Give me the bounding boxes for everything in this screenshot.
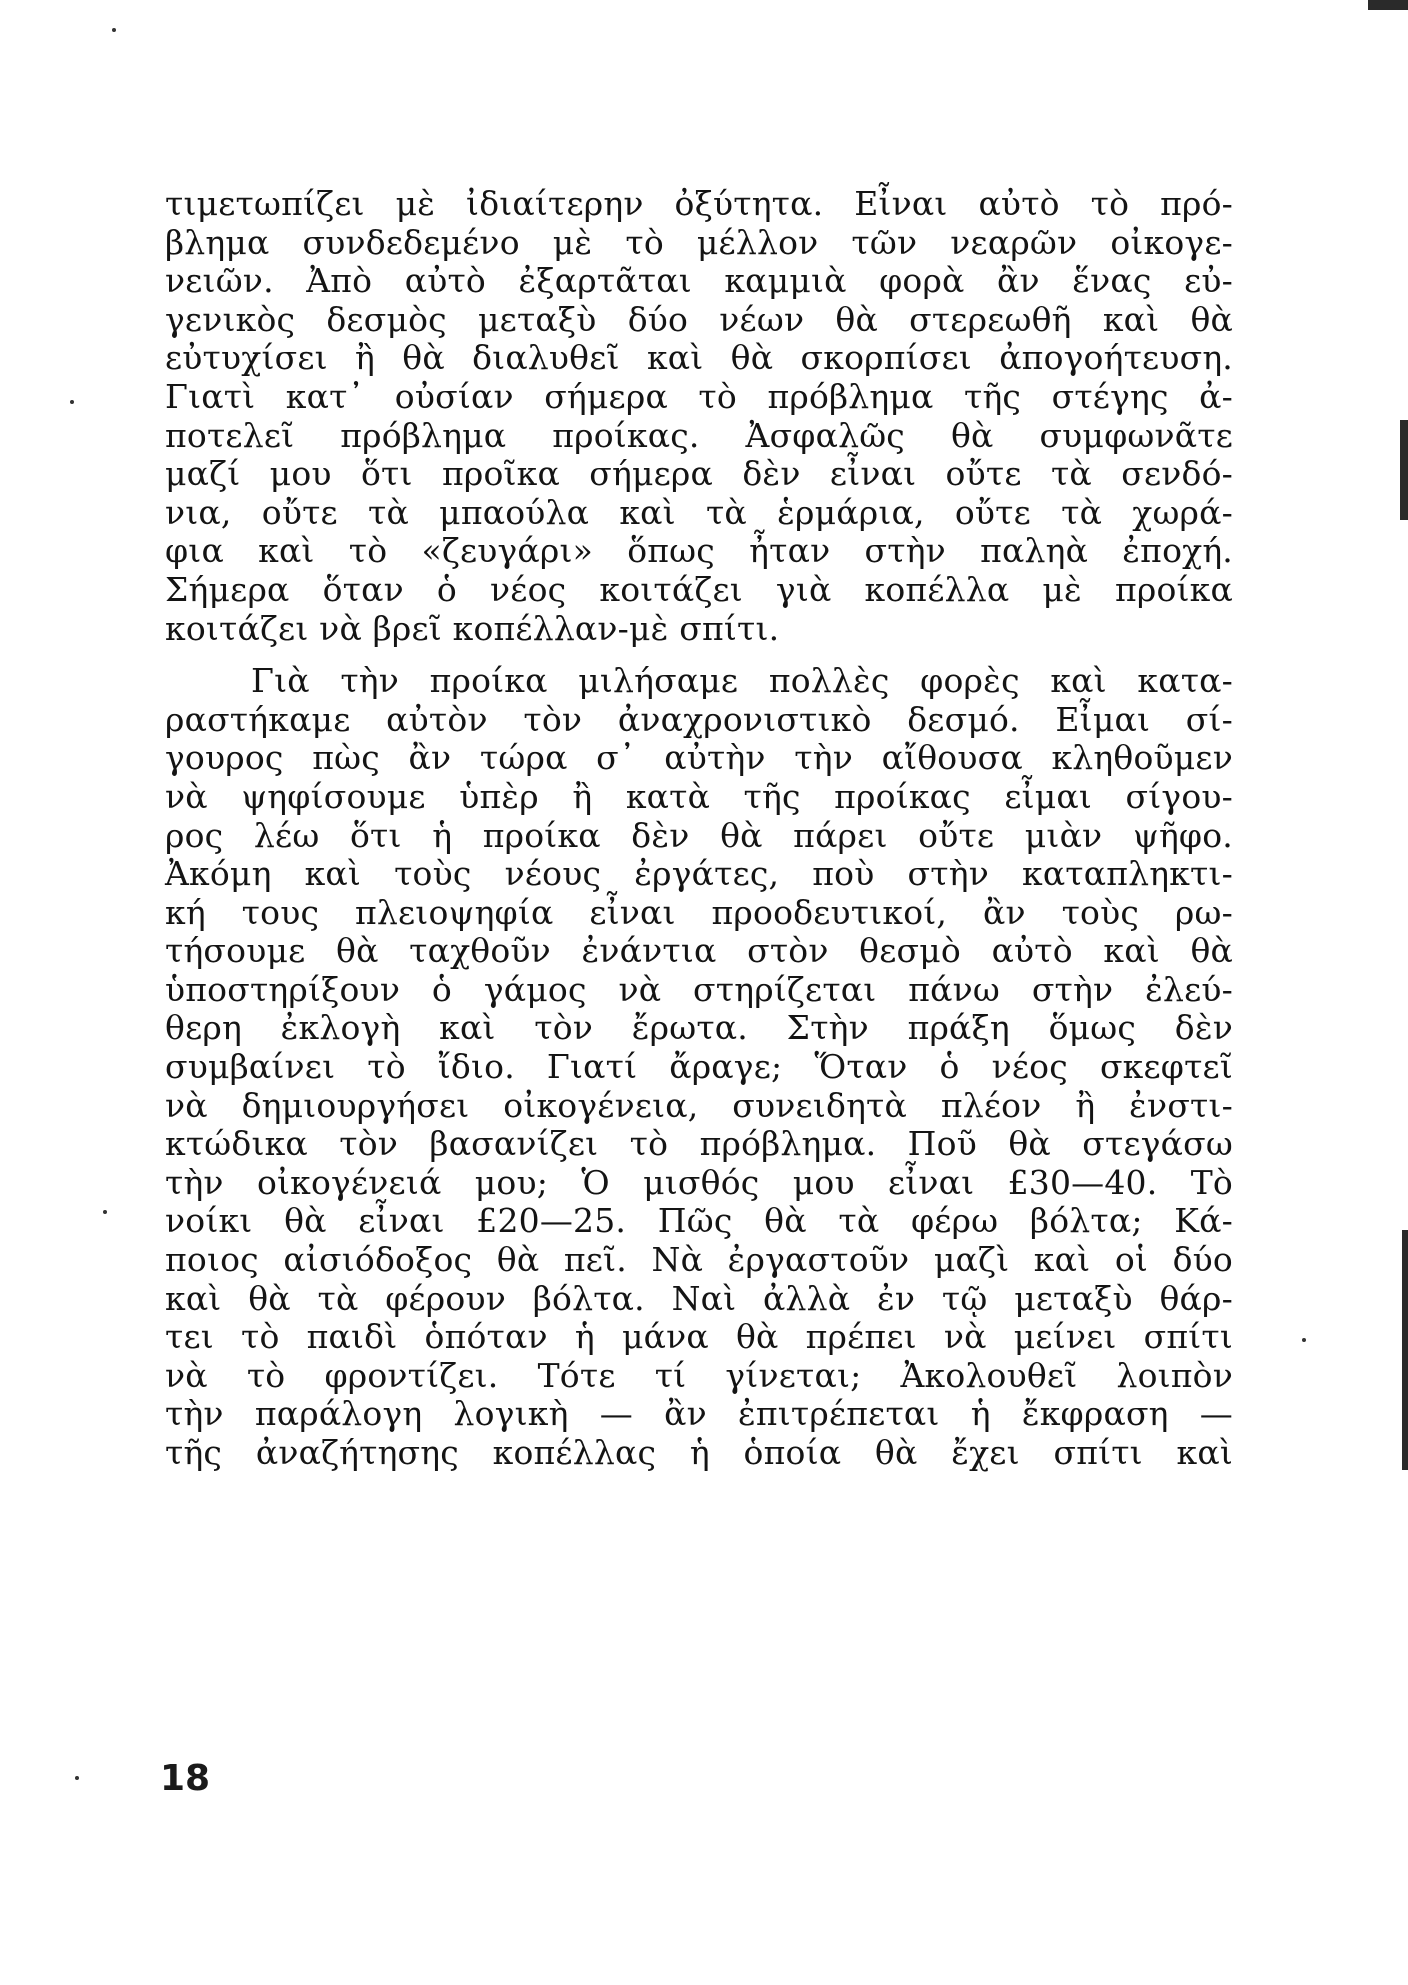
text-line: κτώδικα τὸν βασανίζει τὸ πρόβλημα. Ποῦ θὰ στεγάσω <box>165 1124 1233 1164</box>
scan-speck <box>75 1776 79 1780</box>
text-line: μαζί μου ὅτι προῖκα σήμερα δὲν εἶναι οὔτε τὰ σενδό- <box>165 454 1233 494</box>
text-line: κοιτάζει νὰ βρεῖ κοπέλλαν-μὲ σπίτι. <box>165 608 780 648</box>
text-line: Γιὰ τὴν προίκα μιλήσαμε πολλὲς φορὲς καὶ κατα- <box>251 661 1233 701</box>
paragraph-1 <box>165 185 1233 648</box>
text-line: ὑποστηρίξουν ὁ γάμος νὰ στηρίζεται πάνω στὴν ἐλεύ- <box>165 969 1233 1009</box>
text-line: ποτελεῖ πρόβλημα προίκας. Ἀσφαλῶς θὰ συμφωνᾶτε <box>165 415 1233 455</box>
text-line: Γιατὶ κατ᾽ οὐσίαν σήμερα τὸ πρόβλημα τῆς στέγης ἀ- <box>165 376 1233 416</box>
text-line: νὰ τὸ φροντίζει. Τότε τί γίνεται; Ἀκολουθεῖ λοιπὸν <box>165 1355 1233 1395</box>
text-line: θερη ἐκλογὴ καὶ τὸν ἔρωτα. Στὴν πράξη ὅμως δὲν <box>165 1008 1233 1048</box>
text-line: φια καὶ τὸ «ζευγάρι» ὅπως ἦταν στὴν παληὰ ἐποχή. <box>165 531 1233 571</box>
text-line: τει τὸ παιδὶ ὁπόταν ἡ μάνα θὰ πρέπει νὰ μείνει σπίτι <box>165 1317 1233 1357</box>
text-line: ραστήκαμε αὐτὸν τὸν ἀναχρονιστικὸ δεσμό. Εἶμαι σί- <box>165 699 1233 739</box>
text-line: γενικὸς δεσμὸς μεταξὺ δύο νέων θὰ στερεωθῆ καὶ θὰ <box>165 299 1233 339</box>
text-line: νια, οὔτε τὰ μπαούλα καὶ τὰ ἑρμάρια, οὔτε τὰ χωρά- <box>165 492 1233 532</box>
scan-speck <box>1302 1338 1306 1342</box>
text-line: νοίκι θὰ εἶναι £20—25. Πῶς θὰ τὰ φέρω βόλτα; Κά- <box>165 1201 1233 1241</box>
text-line: τὴν οἰκογένειά μου; Ὁ μισθός μου εἶναι £30—40. Τὸ <box>165 1162 1233 1202</box>
text-line: καὶ θὰ τὰ φέρουν βόλτα. Ναὶ ἀλλὰ ἐν τῷ μεταξὺ θάρ- <box>165 1278 1233 1318</box>
text-line: Ἀκόμη καὶ τοὺς νέους ἐργάτες, ποὺ στὴν καταπληκτι- <box>165 854 1233 894</box>
text-line: τῆς ἀναζήτησης κοπέλλας ἡ ὁποία θὰ ἔχει σπίτι καὶ <box>165 1433 1233 1472</box>
text-line: βλημα συνδεδεμένο μὲ τὸ μέλλον τῶν νεαρῶν οἰκογε- <box>165 222 1233 262</box>
text-line: συμβαίνει τὸ ἴδιο. Γιατί ἄραγε; Ὅταν ὁ νέος σκεφτεῖ <box>165 1047 1233 1087</box>
scan-speck <box>103 1210 107 1214</box>
scan-edge-shadow <box>1400 420 1408 520</box>
page-number: 18 <box>160 1758 211 1799</box>
scan-speck <box>70 400 74 404</box>
text-line: τιμετωπίζει μὲ ἰδιαίτερην ὀξύτητα. Εἶναι αὐτὸ τὸ πρό- <box>165 184 1233 223</box>
text-line: εὐτυχίσει ἢ θὰ διαλυθεῖ καὶ θὰ σκορπίσει ἀπογοήτευση. <box>165 338 1233 378</box>
text-line: ρος λέω ὅτι ἡ προίκα δὲν θὰ πάρει οὔτε μιὰν ψῆφο. <box>165 815 1233 855</box>
text-line: τήσουμε θὰ ταχθοῦν ἐνάντια στὸν θεσμὸ αὐτὸ καὶ θὰ <box>165 931 1233 971</box>
text-line: νὰ δημιουργήσει οἰκογένεια, συνειδητὰ πλέον ἢ ἐνστι- <box>165 1085 1233 1125</box>
text-line: νὰ ψηφίσουμε ὑπὲρ ἢ κατὰ τῆς προίκας εἶμαι σίγου- <box>165 776 1233 816</box>
text-line: τὴν παράλογη λογικὴ — ἂν ἐπιτρέπεται ἡ ἔκφραση — <box>165 1394 1233 1434</box>
paragraph-2 <box>165 662 1233 1472</box>
text-line: ποιος αἰσιόδοξος θὰ πεῖ. Νὰ ἐργαστοῦν μαζὶ καὶ οἱ δύο <box>165 1240 1233 1280</box>
scan-speck <box>112 28 116 32</box>
text-line: Σήμερα ὅταν ὁ νέος κοιτάζει γιὰ κοπέλλα μὲ προίκα <box>165 569 1233 609</box>
scan-edge-shadow <box>1402 1230 1408 1470</box>
text-line: γουρος πὼς ἂν τώρα σ᾽ αὐτὴν τὴν αἴθουσα κληθοῦμεν <box>165 738 1233 778</box>
body-text <box>165 185 1233 1473</box>
scan-corner-mark <box>1368 0 1408 10</box>
text-line: νειῶν. Ἀπὸ αὐτὸ ἐξαρτᾶται καμμιὰ φορὰ ἂν ἕνας εὐ- <box>165 261 1233 301</box>
text-line: κή τους πλειοψηφία εἶναι προοδευτικοί, ἂν τοὺς ρω- <box>165 892 1233 932</box>
